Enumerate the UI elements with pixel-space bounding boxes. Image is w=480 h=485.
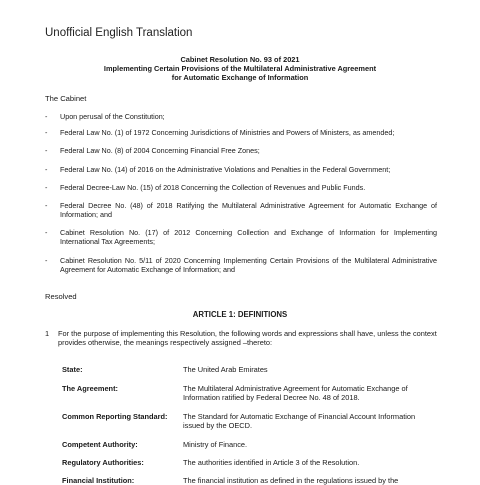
dash-marker: - xyxy=(45,228,48,237)
definition-text: The United Arab Emirates xyxy=(183,365,268,374)
dash-marker: - xyxy=(45,256,48,265)
title-line: Cabinet Resolution No. 93 of 2021 xyxy=(180,55,300,64)
definition-term: Regulatory Authorities: xyxy=(62,458,144,467)
paragraph-number: 1 xyxy=(45,329,50,338)
definition-term: Common Reporting Standard: xyxy=(62,412,168,421)
recital-text: Upon perusal of the Constitution; xyxy=(60,112,165,121)
dash-marker: - xyxy=(45,201,48,210)
dash-marker: - xyxy=(45,112,48,121)
definition-text: The Standard for Automatic Exchange of Financial Account Information issued by the OECD. xyxy=(183,412,416,431)
resolution-title xyxy=(45,55,435,83)
recital-text: Federal Law No. (8) of 2004 Concerning Financial Free Zones; xyxy=(60,146,260,155)
intro-text: The Cabinet xyxy=(45,94,87,103)
definition-term: Financial Institution: xyxy=(62,476,135,485)
paragraph-text: For the purpose of implementing this Resolution, the following words and expressions shall have, unless the context provides otherwise, the meanings respectively assigned –thereto: xyxy=(58,329,437,348)
recital-text: Cabinet Resolution No. 5/11 of 2020 Concerning Implementing Certain Provisions of the Multilateral Administrative Agreement for Automatic Exchange of Information; and xyxy=(60,256,437,275)
translation-note: Unofficial English Translation xyxy=(45,27,193,39)
title-line: for Automatic Exchange of Information xyxy=(171,73,309,83)
recital-text: Federal Law No. (1) of 1972 Concerning Jurisdictions of Ministries and Powers of Ministers, as amended; xyxy=(60,128,395,137)
definition-text: The Multilateral Administrative Agreement for Automatic Exchange of Information ratified by Federal Decree No. 48 of 2018. xyxy=(183,384,408,403)
definition-text: Ministry of Finance. xyxy=(183,440,248,449)
recital-text: Federal Law No. (14) of 2016 on the Administrative Violations and Penalties in the Federal Government; xyxy=(60,165,391,174)
definition-text: The financial institution as defined in the regulations issued by the xyxy=(183,476,399,485)
recital-text: Federal Decree-Law No. (15) of 2018 Concerning the Collection of Revenues and Public Funds. xyxy=(60,183,366,192)
dash-marker: - xyxy=(45,146,48,155)
dash-marker: - xyxy=(45,183,48,192)
dash-marker: - xyxy=(45,165,48,174)
definition-term: Competent Authority: xyxy=(62,440,138,449)
definition-term: The Agreement: xyxy=(62,384,118,393)
recital-text: Federal Decree No. (48) of 2018 Ratifying the Multilateral Administrative Agreement for Automatic Exchange of Information; and xyxy=(60,201,437,220)
dash-marker: - xyxy=(45,128,48,137)
definition-text: The authorities identified in Article 3 of the Resolution. xyxy=(183,458,360,467)
recital-text: Cabinet Resolution No. (17) of 2012 Concerning Collection and Exchange of Information for Implementing International Tax Agreements; xyxy=(60,228,437,247)
resolved-text: Resolved xyxy=(45,292,77,301)
definition-term: State: xyxy=(62,365,83,374)
article-heading: ARTICLE 1: DEFINITIONS xyxy=(192,310,288,319)
title-line: Implementing Certain Provisions of the Multilateral Administrative Agreement xyxy=(103,64,377,74)
